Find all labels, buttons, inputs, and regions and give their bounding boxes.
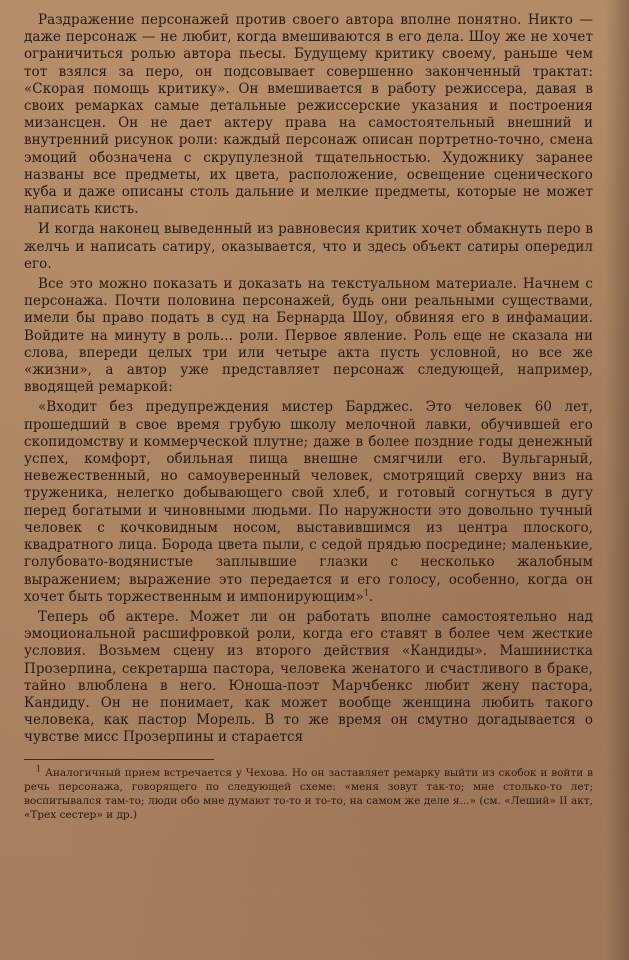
- quote-text: «Входит без предупреждения мистер Барджес. Это человек 60 лет, прошедший в свое время грубую школу мелочной лавки, обучившей его скопидомству и коммерческой плутне; даже в более поздние годы денежный успех, комфорт, обильная пища внешне смягчили его. Вульгарный, невежественный, но самоуверенный человек, смотрящий сверху вниз на труженика, нелегко добывающего свой хлеб, и готовый согнуться в дугу перед богатыми и чиновными людьми. По наружности это довольно тучный человек с кочковидным носом, выставившимся из центра плоского, квадратного лица. Борода цвета пыли, с седой прядью посредине; маленькие, голубовато-водянистые заплывшие глазки с несколько жалобным выражением; выражение это передается и его голосу, особенно, когда он хочет быть торжественным и импонирующим»: [24, 399, 593, 605]
- footnote-reference: 1: [363, 588, 369, 598]
- footnote-divider: [24, 759, 214, 760]
- body-text: [24, 12, 593, 747]
- footnote-mark: 1: [36, 764, 42, 774]
- paragraph-4: Теперь об актере. Может ли он работать вполне самостоятельно над эмоциональной расшифровкой роли, когда его ставят в более чем жесткие условия. Возьмем сцену из второго действия «Кандиды». Машинистка Прозерпина, секретарша пастора, человека женатого и счастливого в браке, тайно влюблена в него. Юноша-поэт Марчбенкс любит жену пастора, Кандиду. Он не понимает, как может вообще женщина любить такого человека, как пастор Морель. В то же время он смутно догадывается о чувстве мисс Прозерпины и старается: [24, 608, 593, 746]
- stage-direction-quote: «Входит без предупреждения мистер Барджес. Это человек 60 лет, прошедший в свое время грубую школу мелочной лавки, обучившей его скопидомству и коммерческой плутне; даже в более поздние годы денежный успех, комфорт, обильная пища внешне смягчили его. Вульгарный, невежественный, но самоуверенный человек, смотрящий сверху вниз на труженика, нелегко добывающего свой хлеб, и готовый согнуться в дугу перед богатыми и чиновными людьми. По наружности это довольно тучный человек с кочковидным носом, выставившимся из центра плоского, квадратного лица. Борода цвета пыли, с седой прядью посредине; маленькие, голубовато-водянистые заплывшие глазки с несколько жалобным выражением; выражение это передается и его голосу, особенно, когда он хочет быть торжественным и импонирующим»$^1$.: [24, 399, 593, 605]
- paragraph-2: И когда наконец выведенный из равновесия критик хочет обмакнуть перо в желчь и написать сатиру, оказывается, что и здесь объект сатиры опередил его.: [24, 221, 593, 272]
- paragraph-3: Все это можно показать и доказать на текстуальном материале. Начнем с персонажа. Почти половина персонажей, будь они реальными существами, имели бы право подать в суд на Бернарда Шоу, обвиняя его в инфамации. Войдите на минуту в роль... роли. Первое явление. Роль еще не сказала ни слова, впереди целых три или четыре акта пусть условной, но все же «жизни», а автор уже представляет персонаж следующей, например, вводящей ремаркой:: [24, 276, 593, 396]
- footnote: [24, 766, 593, 822]
- paragraph-1: Раздражение персонажей против своего автора вполне понятно. Никто — даже персонаж — не любит, когда вмешиваются в его дела. Шоу же не хочет ограничиться ролью автора пьесы. Будущему критику своему, раньше чем тот взялся за перо, он подсовывает совершенно законченный трактат: «Скорая помощь критику». Он вмешивается в работу режиссера, давая в своих ремарках самые детальные режиссерские указания и построения мизансцен. Он не дает актеру права на самостоятельный внешний и внутренний рисунок роли: каждый персонаж описан портретно-точно, смена эмоций обозначена с скрупулезной тщательностью. Художнику заранее названы все предметы, их цвета, расположение, освещение сценического куба и даже описаны столь дальние и мелкие предметы, которые не может написать кисть.: [24, 12, 593, 218]
- footnote-text: Аналогичный прием встречается у Чехова. Но он заставляет ремарку выйти из скобок и войти в речь персонажа, говорящего по следующей схеме: «меня зовут так-то; мне столько-то лет; воспитывался там-то; люди обо мне думают то-то и то-то, на самом же деле я...» (см. «Леший» II акт, «Трех сестер» и др.): [24, 766, 593, 821]
